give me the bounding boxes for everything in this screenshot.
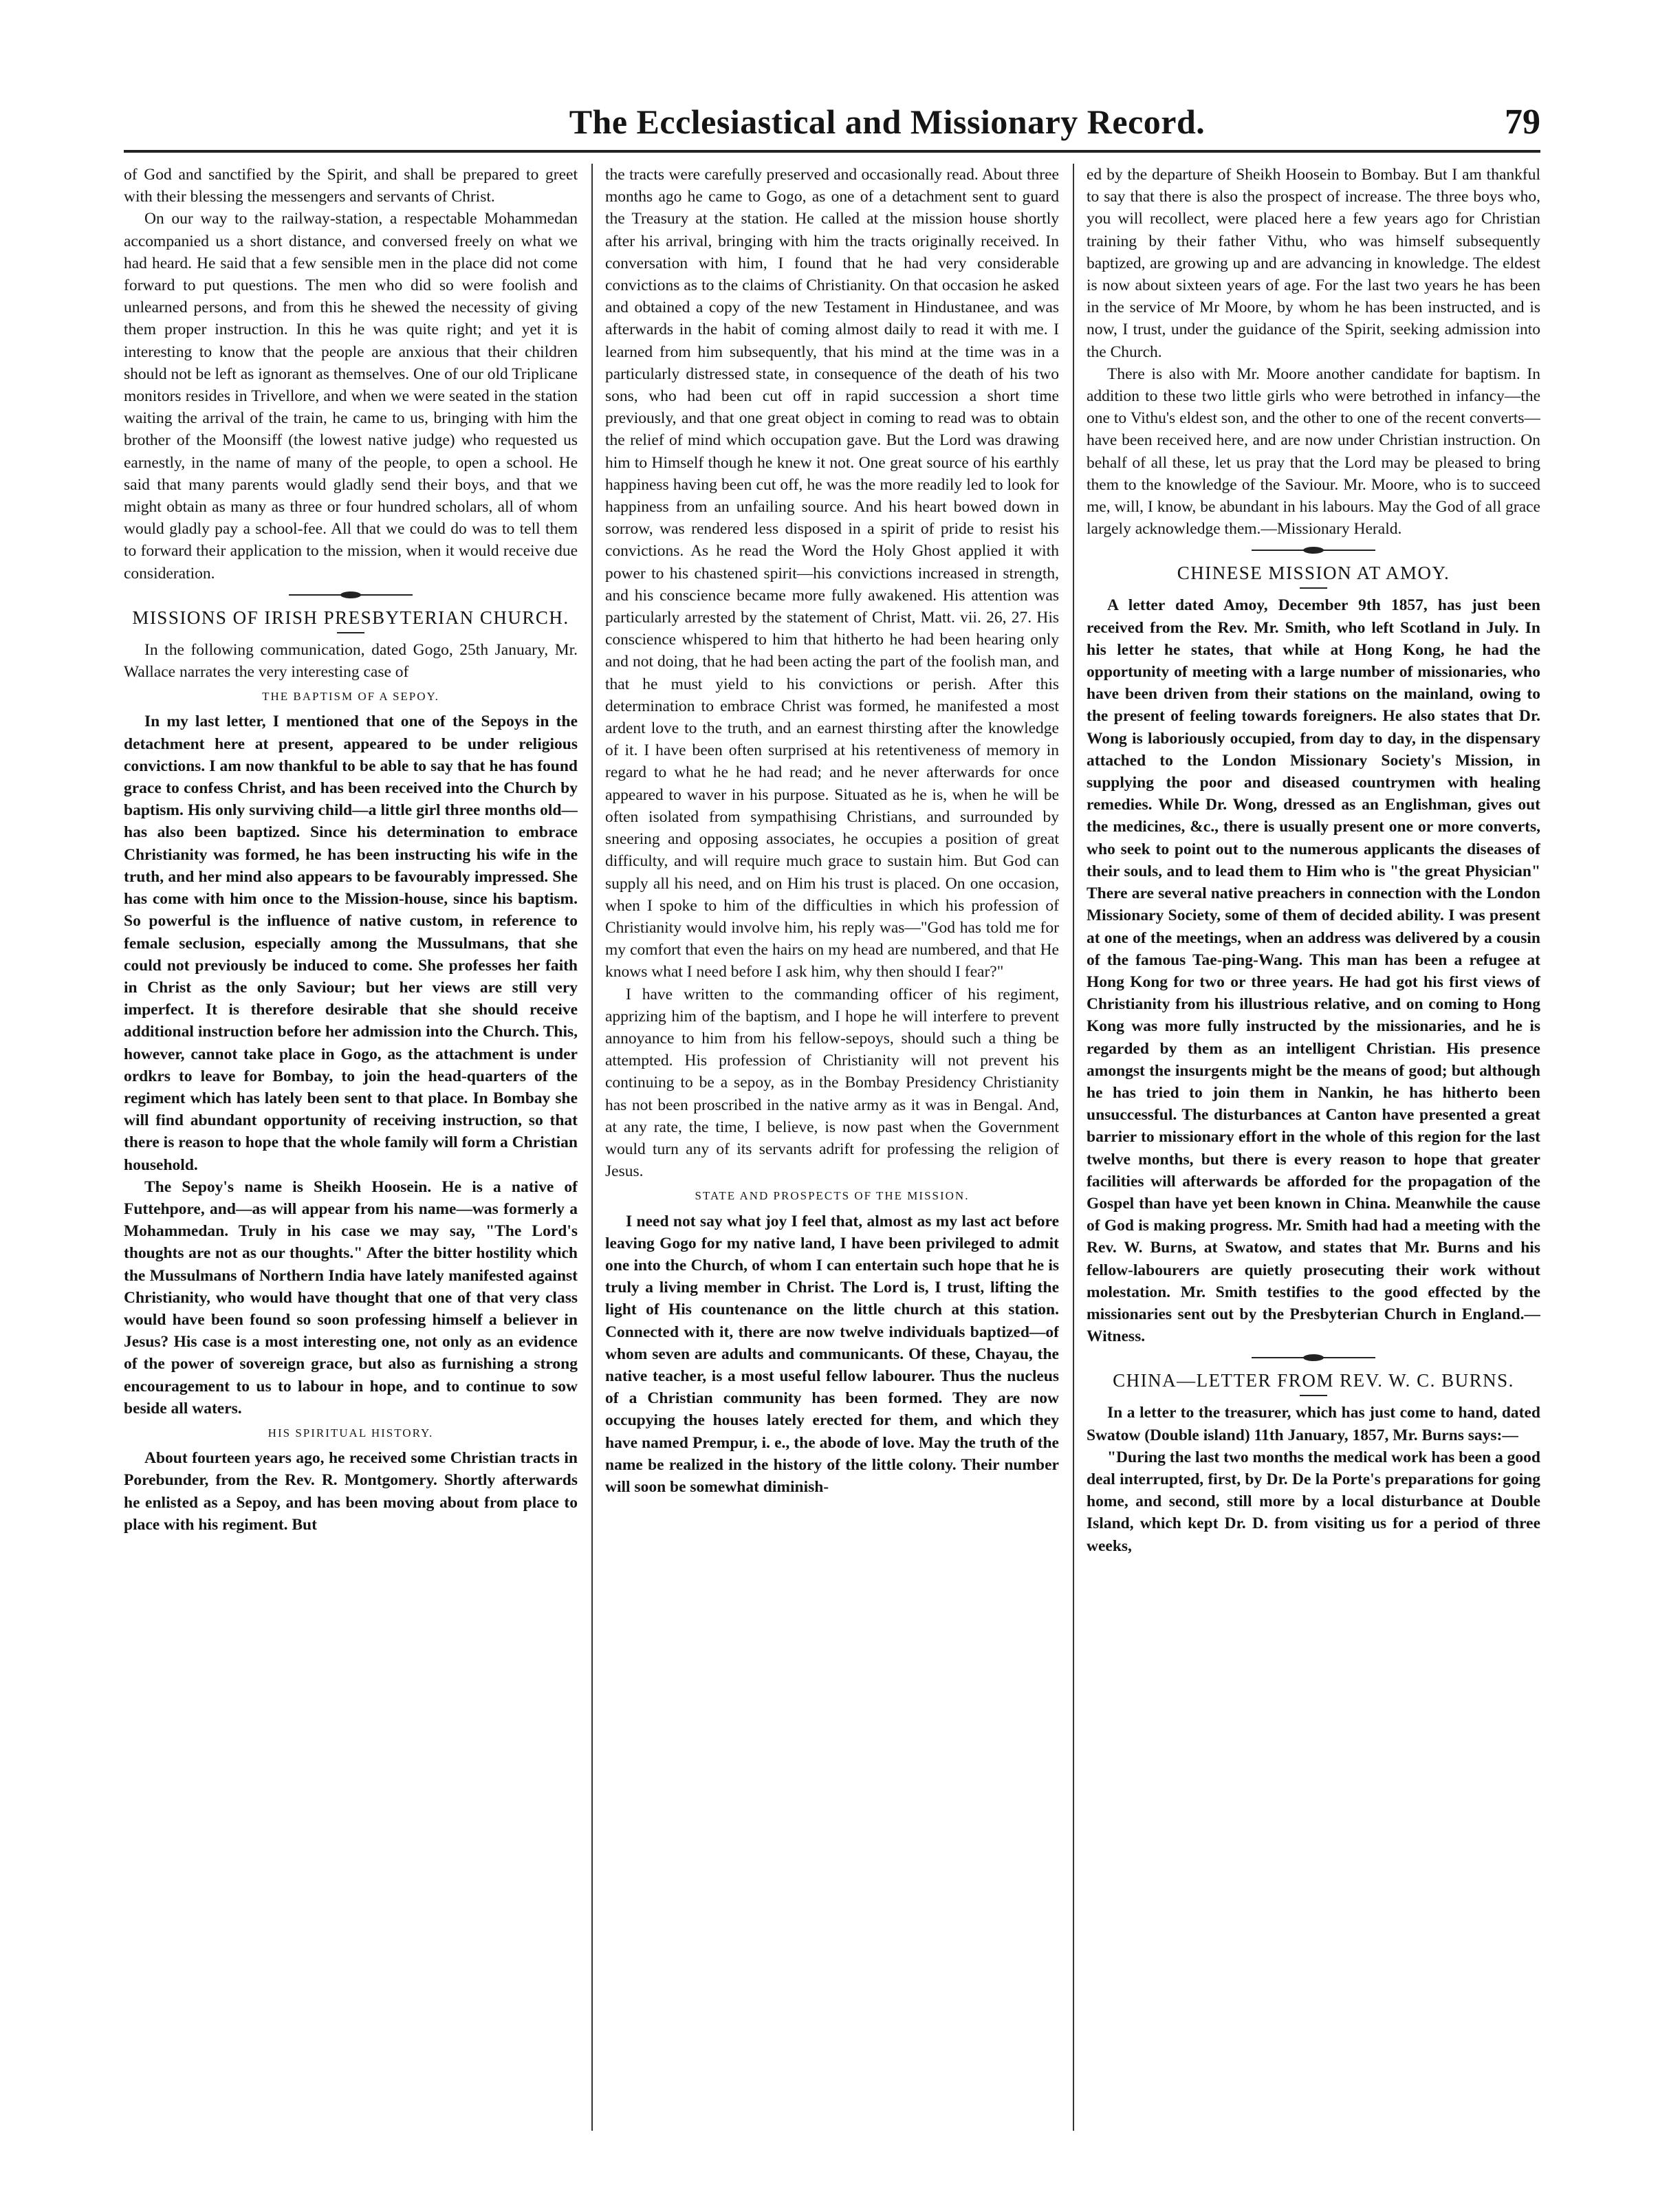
section-ornament [289,591,413,598]
section-heading: CHINESE MISSION AT AMOY. [1177,563,1450,584]
paragraph: "During the last two months the medical work has been a good deal interrupted, first, by Dr. De la Porte's preparations for going home, and second, still more by a local disturbance at Double Island, which kept Dr. D. from visiting us for a period of three weeks, [1087,1448,1540,1555]
column-divider [591,164,593,2131]
paragraph: ed by the departure of Sheikh Hoosein to Bombay. But I am thankful to say that there is also the prospect of increase. The three boys who, you will recollect, were placed here a few years ago for Christian training by their father Vithu, who was himself subsequently baptized, are growing up and are advancing in knowledge. The eldest is now about sixteen years of age. For the last two years he has been in the service of Mr Moore, by whom he has been instructed, and is now, I trust, under the guidance of the Spirit, seeking admission into the Church. [1087,166,1540,361]
section-heading: CHINA—LETTER FROM REV. W. C. BURNS. [1113,1370,1514,1391]
subheading: THE BAPTISM OF A SEPOY. [262,690,439,704]
heading-dash [1300,1395,1327,1396]
paragraph: In a letter to the treasurer, which has just come to hand, dated Swatow (Double island) 11th January, 1857, Mr. Burns says:— [1087,1404,1540,1444]
paragraph: In my last letter, I mentioned that one of the Sepoys in the detachment here at present, appeared to be under religious convictions. I am now thankful to be able to say that he has found grace to confess Christ, and has been received into the Church by baptism. His only surviving child—a little girl three months old—has also been baptized. Since his determination to embrace Christianity was formed, he has been instructing his wife in the truth, and her mind also appears to be favourably impressed. She has come with him once to the Mission-house, since his baptism. So powerful is the influence of native custom, in reference to female seclusion, especially among the Mussulmans, that she could not previously be induced to come. She professes her faith in Christ as the only Saviour; but her views are still very imperfect. It is therefore desirable that she should receive additional instruction before her admission into the Church. This, however, cannot take place in Gogo, as the attachment is under ordkrs to leave for Bombay, to join the head-quarters of the regiment which has lately been sent to that place. In Bombay she will find abundant opportunity of receiving instruction, so that there is reason to hope that the whole family will form a Christian household. [124,713,578,1174]
publication-title: The Ecclesiastical and Missionary Record. [569,102,1206,141]
section-ornament [1252,547,1375,554]
paragraph: About fourteen years ago, he received some Christian tracts in Porebunder, from the Rev. R. Montgomery. Shortly afterwards he enlisted as a Sepoy, and has been moving about from place to place with his regiment. But [124,1449,578,1534]
page-header [124,102,1540,150]
column-divider [1073,164,1074,2131]
subheading: STATE AND PROSPECTS OF THE MISSION. [695,1189,970,1203]
paragraph: In the following communication, dated Gogo, 25th January, Mr. Wallace narrates the very interesting case of [124,640,578,682]
paragraph: of God and sanctified by the Spirit, and shall be prepared to greet with their blessing the messengers and servants of Christ. [124,166,578,206]
paragraph: I need not say what joy I feel that, almost as my last act before leaving Gogo for my native land, I have been privileged to admit one into the Church, of whom I can entertain such hope that he is truly a living member in Christ. The Lord is, I trust, lifting the light of His countenance on the little church at this station. Connected with it, there are now twelve individuals baptized—of whom seven are adults and communicants. Of these, Chayau, the native teacher, is a most useful fellow labourer. Thus the nucleus of a Christian community has been formed. They are now occupying the houses lately erected for them, and which they have named Prempur, i. e., the abode of love. May the truth of the name be realized in the history of the little colony. Their number will soon be somewhat diminish- [605,1212,1059,1496]
column-2 [605,164,1059,2131]
heading-dash [337,632,364,633]
paragraph: I have written to the commanding officer of his regiment, apprizing him of the baptism, and I hope he will interfere to prevent annoyance to him from his fellow-sepoys, should such a thing be attempted. His profession of Christianity will not prevent his continuing to be a sepoy, as in the Bombay Presidency Christianity has not been proscribed in the native army as it was in Bengal. And, at any rate, the time, I believe, is now past when the Government would turn any of its servants adrift for professing the religion of Jesus. [605,985,1059,1181]
paragraph: On our way to the railway-station, a respectable Mohammedan accompanied us a short distance, and conversed freely on what we had heard. He said that a few sensible men in the place did not come forward to put questions. The men who did so were foolish and unlearned persons, and from this he shewed the necessity of giving them proper instruction. In this he was quite right; and yet it is interesting to know that the people are anxious that their children should not be left as ignorant as themselves. One of our old Triplicane monitors resides in Trivellore, and when we were seated in the station waiting the arrival of the train, he came to us, bringing with him the brother of the Moonsiff (the lowest native judge) who requested us earnestly, in the name of many of the people, to open a school. He said that many parents would gladly send their boys, and that we might obtain as many as three or four hundred scholars, all of whom would gladly pay a school-fee. All that we could do was to tell them to forward their application to the mission, when it would receive due consideration. [124,210,578,583]
column-1 [124,164,578,2131]
subheading: HIS SPIRITUAL HISTORY. [268,1426,434,1440]
paragraph: the tracts were carefully preserved and occasionally read. About three months ago he came to Gogo, as one of a detachment sent to guard the Treasury at the station. He called at the mission house shortly after his arrival, bringing with him the tracts originally received. In conversation with him, I found that he had very considerable convictions as to the claims of Christianity. On that occasion he asked and obtained a copy of the new Testament in Hindustanee, and was afterwards in the habit of coming almost daily to read it with me. I learned from him subsequently, that his mind at the time was in a particularly distressed state, in consequence of the death of his two sons, who had been cut off in rapid succession a short time previously, and that one great object in coming to read was to obtain the relief of mind which occupation gave. But the Lord was drawing him to Himself though he knew it not. One great source of his earthly happiness having been cut off, he was the more readily led to look for happiness from an unfailing source. And his heart bowed down in sorrow, was rendered less disposed in a spirit of pride to resist his convictions. As he read the Word the Holy Ghost applied it with power to his chastened spirit—his convictions increased in strength, and his conscience became more fully awakened. His attention was particularly arrested by the statement of Christ, Matt. vii. 26, 27. His conscience whispered to him that hitherto he had been hearing only and not doing, that he had been acting the part of the foolish man, and that he must yield to his convictions or perish. After this determination to embrace Christ was formed, he manifested a most ardent love to the truth, and an earnest thirsting after the knowledge of it. I have been often surprised at his retentiveness of memory in regard to what he he had read; and he never afterwards for once appeared to waver in his purpose. Situated as he is, when he will be often isolated from sympathising Christians, and surrounded by sneering and opposing associates, he occupies a position of great difficulty, and will require much grace to sustain him. But God can supply all his need, and on Him his trust is placed. On one occasion, when I spoke to him of the difficulties in which his profession of Christianity would involve him, his reply was—"God has told me for my comfort that even the hairs on my head are numbered, and that He knows what I need before I ask him, why then should I fear?" [605,166,1059,981]
section-ornament [1252,1354,1375,1361]
paragraph: The Sepoy's name is Sheikh Hoosein. He is a native of Futtehpore, and—as will appear from his name—was formerly a Mohammedan. Truly in his case we may say, "The Lord's thoughts are not as our thoughts." After the bitter hostility which the Mussulmans of Northern India have lately manifested against Christianity, who would have thought that one of that very class would have been found so soon professing himself a believer in Jesus? His case is a most interesting one, not only as an evidence of the power of sovereign grace, but also as furnishing a strong encouragement to us to labour in hope, and to continue to sow beside all waters. [124,1177,578,1418]
heading-dash [1300,587,1327,589]
header-rule [124,150,1540,153]
page-number: 79 [1505,102,1540,142]
paragraph: There is also with Mr. Moore another candidate for baptism. In addition to these two little girls who were betrothed in infancy—the one to Vithu's eldest son, and the other to one of the recent converts—have been received here, and are now under Christian instruction. On behalf of all these, let us pray that the Lord may be pleased to bring them to the knowledge of the Saviour. Mr. Moore, who is to succeed me, will, I know, be abundant in his labours. May the God of all grace largely acknowledge them.—Missionary Herald. [1087,365,1540,539]
column-3 [1087,164,1540,2131]
paragraph: A letter dated Amoy, December 9th 1857, has just been received from the Rev. Mr. Smith, who left Scotland in July. In his letter he states, that while at Hong Kong, he had the opportunity of meeting with a large number of missionaries, who have been driven from their stations on the mainland, owing to the present of feeling towards foreigners. He also states that Dr. Wong is laboriously occupied, from day to day, in the dispensary attached to the London Missionary Society's Mission, in supplying the poor and diseased countrymen with healing remedies. While Dr. Wong, dressed as an Englishman, gives out the medicines, &c., there is usually present one or more converts, who seek to point out to the numerous applicants the diseases of their souls, and to lead them to Him who is "the great Physician" There are several native preachers in connection with the London Missionary Society, some of them of decided ability. I was present at one of the meetings, when an address was delivered by a cousin of the famous Tae-ping-Wang. This man has been a refugee at Hong Kong for two or three years. He had got his first views of Christianity from his illustrious relative, and on coming to Hong Kong was more fully instructed by the missionaries, and he is regarded by them as an intelligent Christian. His presence amongst the insurgents might be the means of good; but although he has tried to join them in Nankin, he has hitherto been unsuccessful. The disturbances at Canton have presented a great barrier to missionary effort in the whole of this region for the last twelve months, but there is every reason to hope that greater facilities will afterwards be afforded for the propagation of the Gospel than have yet been known in China. Meanwhile the cause of God is making progress. Mr. Smith had had a meeting with the Rev. W. Burns, at Swatow, and states that Mr. Burns and his fellow-labourers are quietly prosecuting their work without molestation. Mr. Smith testifies to the good effected by the missionaries sent out by the Presbyterian Church in England.—Witness. [1087,596,1540,1346]
section-heading: MISSIONS OF IRISH PRESBYTERIAN CHURCH. [132,607,569,628]
